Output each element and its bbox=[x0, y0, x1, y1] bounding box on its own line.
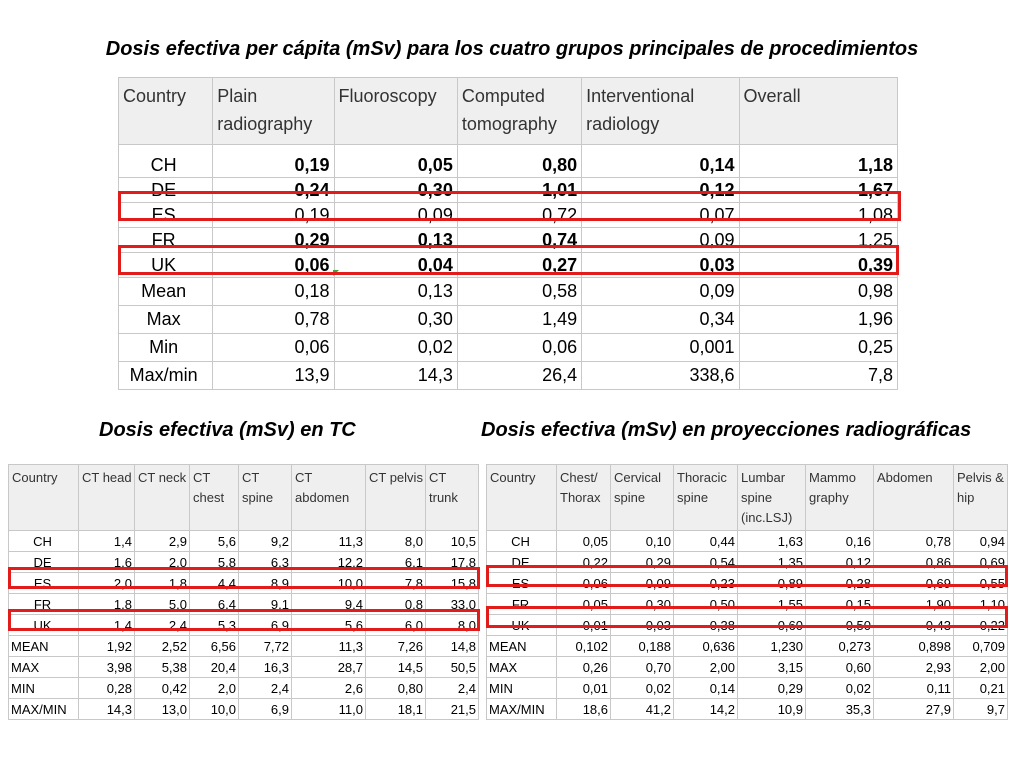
value-cell: 18,6 bbox=[557, 699, 611, 720]
value-cell: 5,6 bbox=[190, 531, 239, 552]
value-cell: 1,230 bbox=[738, 636, 806, 657]
value-cell: 7,72 bbox=[239, 636, 292, 657]
table-row bbox=[487, 552, 1008, 573]
column-header: CT spine bbox=[239, 465, 292, 531]
country-cell: FR bbox=[9, 594, 79, 615]
value-cell: 13,0 bbox=[135, 699, 190, 720]
value-cell: 0,44 bbox=[674, 531, 738, 552]
value-cell: 13,9 bbox=[213, 362, 334, 390]
value-cell: 0,18 bbox=[213, 278, 334, 306]
value-cell: 1,63 bbox=[738, 531, 806, 552]
value-cell: 0,28 bbox=[79, 678, 135, 699]
value-cell: 15,8 bbox=[426, 573, 479, 594]
value-cell: 0,78 bbox=[874, 531, 954, 552]
value-cell: 0,05 bbox=[557, 594, 611, 615]
rx-table-title: Dosis efectiva (mSv) en proyecciones radiográficas bbox=[481, 419, 972, 441]
value-cell: 6,3 bbox=[239, 552, 292, 573]
value-cell: 0,19 bbox=[213, 203, 334, 228]
value-cell: 0,06 bbox=[213, 253, 334, 278]
value-cell: 0,72 bbox=[457, 203, 581, 228]
value-cell: 8,0 bbox=[426, 615, 479, 636]
value-cell: 0,39 bbox=[739, 253, 897, 278]
value-cell: 0,26 bbox=[557, 657, 611, 678]
value-cell: 6,9 bbox=[239, 615, 292, 636]
value-cell: 1,92 bbox=[79, 636, 135, 657]
value-cell: 1,10 bbox=[954, 594, 1008, 615]
country-cell: UK bbox=[9, 615, 79, 636]
value-cell: 0,709 bbox=[954, 636, 1008, 657]
value-cell: 0,28 bbox=[806, 573, 874, 594]
table-row bbox=[119, 306, 898, 334]
value-cell: 16,3 bbox=[239, 657, 292, 678]
column-header: Country bbox=[487, 465, 557, 531]
stat-label-cell: MAX/MIN bbox=[9, 699, 79, 720]
value-cell: 0,09 bbox=[334, 203, 457, 228]
value-cell: 2,4 bbox=[426, 678, 479, 699]
value-cell: 0,188 bbox=[611, 636, 674, 657]
value-cell: 0,636 bbox=[674, 636, 738, 657]
value-cell: 2,4 bbox=[239, 678, 292, 699]
column-header: Pelvis & hip bbox=[954, 465, 1008, 531]
value-cell: 11,0 bbox=[292, 699, 366, 720]
column-header: Computed tomography bbox=[457, 78, 581, 145]
value-cell: 5,0 bbox=[135, 594, 190, 615]
value-cell: 14,5 bbox=[366, 657, 426, 678]
stat-label-cell: MEAN bbox=[487, 636, 557, 657]
value-cell: 1,8 bbox=[135, 573, 190, 594]
table-row bbox=[9, 552, 479, 573]
value-cell: 0,02 bbox=[806, 678, 874, 699]
per-capita-dose-table bbox=[118, 77, 898, 390]
stat-label-cell: MIN bbox=[487, 678, 557, 699]
value-cell: 0,30 bbox=[334, 178, 457, 203]
value-cell: 0,09 bbox=[582, 278, 739, 306]
value-cell: 0,898 bbox=[874, 636, 954, 657]
value-cell: 0,89 bbox=[738, 573, 806, 594]
value-cell: 0,60 bbox=[738, 615, 806, 636]
table-row bbox=[9, 615, 479, 636]
value-cell: 1,8 bbox=[79, 594, 135, 615]
table-row bbox=[487, 573, 1008, 594]
value-cell: 5,38 bbox=[135, 657, 190, 678]
value-cell: 0,24 bbox=[213, 178, 334, 203]
column-header: Abdomen bbox=[874, 465, 954, 531]
column-header: CT neck bbox=[135, 465, 190, 531]
value-cell: 1,67 bbox=[739, 178, 897, 203]
value-cell: 8,9 bbox=[239, 573, 292, 594]
value-cell: 4,4 bbox=[190, 573, 239, 594]
country-cell: CH bbox=[9, 531, 79, 552]
value-cell: 5,6 bbox=[292, 615, 366, 636]
value-cell: 10,0 bbox=[190, 699, 239, 720]
value-cell: 0,34 bbox=[582, 306, 739, 334]
value-cell: 0,09 bbox=[582, 228, 739, 253]
value-cell: 2,52 bbox=[135, 636, 190, 657]
radiographic-dose-table bbox=[486, 464, 1008, 720]
header-row bbox=[9, 465, 479, 531]
value-cell: 1,49 bbox=[457, 306, 581, 334]
value-cell: 50,5 bbox=[426, 657, 479, 678]
value-cell: 1,01 bbox=[457, 178, 581, 203]
value-cell: 8,0 bbox=[366, 531, 426, 552]
value-cell: 1,90 bbox=[874, 594, 954, 615]
value-cell: 0,05 bbox=[334, 145, 457, 178]
value-cell: 0,8 bbox=[366, 594, 426, 615]
value-cell: 18,1 bbox=[366, 699, 426, 720]
value-cell: 10,9 bbox=[738, 699, 806, 720]
value-cell: 0,29 bbox=[213, 228, 334, 253]
stat-label-cell: Min bbox=[119, 334, 213, 362]
value-cell: 11,3 bbox=[292, 531, 366, 552]
value-cell: 0,80 bbox=[457, 145, 581, 178]
value-cell: 0,69 bbox=[954, 552, 1008, 573]
value-cell: 2,0 bbox=[190, 678, 239, 699]
column-header: Mammo graphy bbox=[806, 465, 874, 531]
value-cell: 0,102 bbox=[557, 636, 611, 657]
value-cell: 2,93 bbox=[874, 657, 954, 678]
value-cell: 10,5 bbox=[426, 531, 479, 552]
stat-label-cell: MAX bbox=[487, 657, 557, 678]
value-cell: 1,08 bbox=[739, 203, 897, 228]
value-cell: 6,4 bbox=[190, 594, 239, 615]
value-cell: 0,21 bbox=[954, 678, 1008, 699]
column-header: Overall bbox=[739, 78, 897, 145]
table-row bbox=[9, 657, 479, 678]
table-row bbox=[119, 145, 898, 178]
value-cell: 0,25 bbox=[739, 334, 897, 362]
value-cell: 1,18 bbox=[739, 145, 897, 178]
header-row bbox=[487, 465, 1008, 531]
value-cell: 2,0 bbox=[79, 573, 135, 594]
table-row bbox=[9, 699, 479, 720]
value-cell: 12,2 bbox=[292, 552, 366, 573]
value-cell: 0,23 bbox=[674, 573, 738, 594]
value-cell: 0,03 bbox=[611, 615, 674, 636]
value-cell: 0,78 bbox=[213, 306, 334, 334]
column-header: Lumbar spine (inc.LSJ) bbox=[738, 465, 806, 531]
value-cell: 3,15 bbox=[738, 657, 806, 678]
value-cell: 0,58 bbox=[457, 278, 581, 306]
value-cell: 0,14 bbox=[674, 678, 738, 699]
value-cell: 0,04 bbox=[334, 253, 457, 278]
value-cell: 0,30 bbox=[611, 594, 674, 615]
table-row bbox=[119, 228, 898, 253]
value-cell: 0,13 bbox=[334, 278, 457, 306]
country-cell: CH bbox=[487, 531, 557, 552]
ct-table-title: Dosis efectiva (mSv) en TC bbox=[99, 419, 356, 441]
stat-label-cell: MAX bbox=[9, 657, 79, 678]
value-cell: 2,6 bbox=[292, 678, 366, 699]
value-cell: 0,13 bbox=[334, 228, 457, 253]
ct-dose-table bbox=[8, 464, 479, 720]
value-cell: 0,01 bbox=[557, 615, 611, 636]
country-cell: UK bbox=[487, 615, 557, 636]
value-cell: 0,05 bbox=[557, 531, 611, 552]
value-cell: 3,98 bbox=[79, 657, 135, 678]
column-header: Thoracic spine bbox=[674, 465, 738, 531]
value-cell: 1,35 bbox=[738, 552, 806, 573]
value-cell: 0,10 bbox=[611, 531, 674, 552]
header-row bbox=[119, 78, 898, 145]
value-cell: 1,96 bbox=[739, 306, 897, 334]
value-cell: 0,98 bbox=[739, 278, 897, 306]
table-row bbox=[9, 531, 479, 552]
stat-label-cell: Max bbox=[119, 306, 213, 334]
table-row bbox=[9, 594, 479, 615]
stat-label-cell: MAX/MIN bbox=[487, 699, 557, 720]
stat-label-cell: MIN bbox=[9, 678, 79, 699]
value-cell: 9,7 bbox=[954, 699, 1008, 720]
value-cell: 0,02 bbox=[334, 334, 457, 362]
value-cell: 0,43 bbox=[874, 615, 954, 636]
table-row bbox=[119, 334, 898, 362]
value-cell: 0,12 bbox=[582, 178, 739, 203]
table-row bbox=[119, 203, 898, 228]
value-cell: 17,8 bbox=[426, 552, 479, 573]
value-cell: 0,15 bbox=[806, 594, 874, 615]
value-cell: 0,06 bbox=[557, 573, 611, 594]
value-cell: 2,00 bbox=[954, 657, 1008, 678]
value-cell: 0,07 bbox=[582, 203, 739, 228]
stat-label-cell: MEAN bbox=[9, 636, 79, 657]
country-cell: CH bbox=[119, 145, 213, 178]
country-cell: ES bbox=[9, 573, 79, 594]
table-row bbox=[487, 594, 1008, 615]
country-cell: DE bbox=[9, 552, 79, 573]
column-header: Country bbox=[9, 465, 79, 531]
column-header: Interventional radiology bbox=[582, 78, 739, 145]
value-cell: 6,9 bbox=[239, 699, 292, 720]
value-cell: 2,00 bbox=[674, 657, 738, 678]
value-cell: 9,2 bbox=[239, 531, 292, 552]
value-cell: 2,4 bbox=[135, 615, 190, 636]
value-cell: 0,12 bbox=[806, 552, 874, 573]
table-row bbox=[119, 278, 898, 306]
column-header: CT pelvis bbox=[366, 465, 426, 531]
value-cell: 14,2 bbox=[674, 699, 738, 720]
value-cell: 0,273 bbox=[806, 636, 874, 657]
value-cell: 9,1 bbox=[239, 594, 292, 615]
value-cell: 0,29 bbox=[611, 552, 674, 573]
stat-label-cell: Mean bbox=[119, 278, 213, 306]
column-header: CT chest bbox=[190, 465, 239, 531]
column-header: CT abdomen bbox=[292, 465, 366, 531]
table-row bbox=[487, 699, 1008, 720]
value-cell: 5,8 bbox=[190, 552, 239, 573]
table-row bbox=[487, 636, 1008, 657]
country-cell: ES bbox=[487, 573, 557, 594]
comment-marker bbox=[333, 270, 339, 276]
value-cell: 6,56 bbox=[190, 636, 239, 657]
value-cell: 26,4 bbox=[457, 362, 581, 390]
value-cell: 0,22 bbox=[557, 552, 611, 573]
value-cell: 41,2 bbox=[611, 699, 674, 720]
value-cell: 0,70 bbox=[611, 657, 674, 678]
column-header: CT head bbox=[79, 465, 135, 531]
value-cell: 27,9 bbox=[874, 699, 954, 720]
column-header: Cervical spine bbox=[611, 465, 674, 531]
value-cell: 5,3 bbox=[190, 615, 239, 636]
column-header: CT trunk bbox=[426, 465, 479, 531]
country-cell: UK bbox=[119, 253, 213, 278]
value-cell: 0,74 bbox=[457, 228, 581, 253]
value-cell: 0,11 bbox=[874, 678, 954, 699]
value-cell: 1,25 bbox=[739, 228, 897, 253]
value-cell: 338,6 bbox=[582, 362, 739, 390]
value-cell: 1,4 bbox=[79, 531, 135, 552]
value-cell: 0,29 bbox=[738, 678, 806, 699]
value-cell: 1,55 bbox=[738, 594, 806, 615]
value-cell: 0,42 bbox=[135, 678, 190, 699]
value-cell: 35,3 bbox=[806, 699, 874, 720]
value-cell: 0,94 bbox=[954, 531, 1008, 552]
value-cell: 0,69 bbox=[874, 573, 954, 594]
value-cell: 6,1 bbox=[366, 552, 426, 573]
value-cell: 7,26 bbox=[366, 636, 426, 657]
value-cell: 0,06 bbox=[457, 334, 581, 362]
table-row bbox=[9, 678, 479, 699]
table-row bbox=[487, 615, 1008, 636]
value-cell: 10,0 bbox=[292, 573, 366, 594]
value-cell: 0,80 bbox=[366, 678, 426, 699]
value-cell: 14,8 bbox=[426, 636, 479, 657]
value-cell: 28,7 bbox=[292, 657, 366, 678]
column-header: Fluoroscopy bbox=[334, 78, 457, 145]
value-cell: 14,3 bbox=[79, 699, 135, 720]
value-cell: 0,14 bbox=[582, 145, 739, 178]
table-row bbox=[119, 178, 898, 203]
column-header: Plain radiography bbox=[213, 78, 334, 145]
table-row bbox=[487, 678, 1008, 699]
value-cell: 21,5 bbox=[426, 699, 479, 720]
value-cell: 6,0 bbox=[366, 615, 426, 636]
value-cell: 0,001 bbox=[582, 334, 739, 362]
value-cell: 0,60 bbox=[806, 657, 874, 678]
value-cell: 0,19 bbox=[213, 145, 334, 178]
value-cell: 2,0 bbox=[135, 552, 190, 573]
table-row bbox=[487, 531, 1008, 552]
value-cell: 14,3 bbox=[334, 362, 457, 390]
column-header: Country bbox=[119, 78, 213, 145]
value-cell: 1,6 bbox=[79, 552, 135, 573]
main-table-title: Dosis efectiva per cápita (mSv) para los cuatro grupos principales de procedimientos bbox=[105, 38, 919, 60]
value-cell: 0,27 bbox=[457, 253, 581, 278]
value-cell: 2,9 bbox=[135, 531, 190, 552]
value-cell: 0,30 bbox=[334, 306, 457, 334]
table-row bbox=[119, 362, 898, 390]
value-cell: 0,38 bbox=[674, 615, 738, 636]
country-cell: FR bbox=[119, 228, 213, 253]
value-cell: 7,8 bbox=[739, 362, 897, 390]
value-cell: 20,4 bbox=[190, 657, 239, 678]
value-cell: 0,03 bbox=[582, 253, 739, 278]
value-cell: 7,8 bbox=[366, 573, 426, 594]
stat-label-cell: Max/min bbox=[119, 362, 213, 390]
value-cell: 0,22 bbox=[954, 615, 1008, 636]
table-row bbox=[9, 573, 479, 594]
value-cell: 0,54 bbox=[674, 552, 738, 573]
country-cell: FR bbox=[487, 594, 557, 615]
value-cell: 0,50 bbox=[674, 594, 738, 615]
value-cell: 0,50 bbox=[806, 615, 874, 636]
value-cell: 0,06 bbox=[213, 334, 334, 362]
value-cell: 0,01 bbox=[557, 678, 611, 699]
value-cell: 1,4 bbox=[79, 615, 135, 636]
value-cell: 11,3 bbox=[292, 636, 366, 657]
country-cell: DE bbox=[119, 178, 213, 203]
value-cell: 0,55 bbox=[954, 573, 1008, 594]
table-row bbox=[9, 636, 479, 657]
value-cell: 9,4 bbox=[292, 594, 366, 615]
value-cell: 0,86 bbox=[874, 552, 954, 573]
country-cell: ES bbox=[119, 203, 213, 228]
value-cell: 33,0 bbox=[426, 594, 479, 615]
value-cell: 0,16 bbox=[806, 531, 874, 552]
table-row bbox=[119, 253, 898, 278]
table-row bbox=[487, 657, 1008, 678]
value-cell: 0,09 bbox=[611, 573, 674, 594]
column-header: Chest/ Thorax bbox=[557, 465, 611, 531]
value-cell: 0,02 bbox=[611, 678, 674, 699]
country-cell: DE bbox=[487, 552, 557, 573]
